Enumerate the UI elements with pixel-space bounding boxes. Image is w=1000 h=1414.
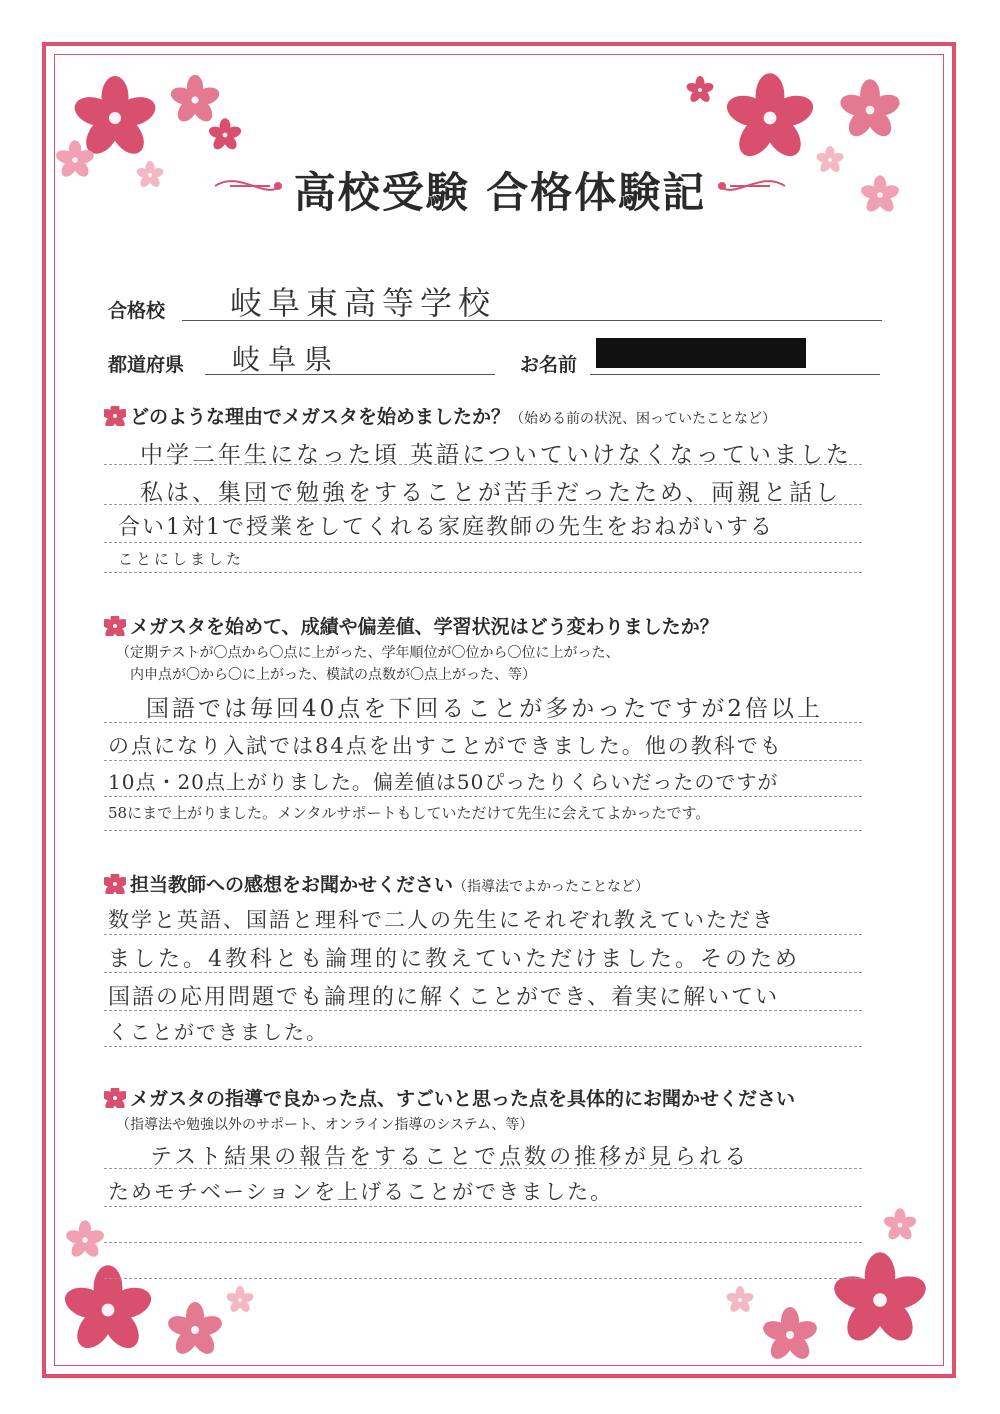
answer-4-line-1: テスト結果の報告をすることで点数の推移が見られる (150, 1145, 750, 1170)
answer-line (104, 542, 862, 543)
answer-line (104, 1278, 862, 1279)
answer-1-line-1: 中学二年生になった頃 英語についていけなくなっていました (140, 442, 852, 468)
sakura-bullet-icon (104, 1088, 126, 1108)
cherry-blossom-icon (725, 1286, 754, 1314)
cherry-blossom-icon (169, 75, 222, 125)
question-3-heading (104, 870, 649, 897)
answer-1-line-3: 合い1対1で授業をしてくれる家庭教師の先生をおねがいする (118, 515, 774, 540)
answer-line (104, 1010, 862, 1011)
question-3-text: 担当教師への感想をお聞かせください (130, 874, 454, 896)
name-redaction (596, 338, 806, 368)
name-label: お名前 (520, 354, 578, 376)
answer-line (104, 722, 862, 723)
answer-3-line-3: 国語の応用問題でも論理的に解くことができ、着実に解いてい (108, 985, 780, 1010)
question-1-heading (104, 402, 776, 429)
question-1-text: どのような理由でメガスタを始めましたか？ (130, 406, 511, 428)
cherry-blossom-icon (882, 1208, 917, 1242)
answer-line (104, 796, 862, 797)
answer-line (104, 1046, 862, 1047)
answer-line (104, 1242, 862, 1243)
cherry-blossom-icon (761, 1307, 820, 1363)
answer-3-line-4: くことができました。 (108, 1020, 328, 1044)
answer-line (104, 934, 862, 935)
prefecture-line (205, 374, 495, 375)
question-2-text: メガスタを始めて、成績や偏差値、学習状況はどう変わりましたか？ (130, 616, 719, 638)
question-2-heading (104, 612, 719, 639)
question-3-sub: （指導法でよかったことなど） (453, 879, 650, 895)
cherry-blossom-icon (723, 73, 817, 163)
answer-2-line-3: 10点・20点上がりました。偏差値は50ぴったりくらいだったのですが (108, 770, 779, 794)
prefecture-value: 岐阜県 (232, 343, 341, 376)
question-2-note-2: 内申点が〇から〇に上がった、模試の点数が〇点上がった、等） (130, 667, 536, 683)
sakura-bullet-icon (104, 616, 126, 636)
answer-line (104, 504, 862, 505)
sakura-bullet-icon (104, 406, 126, 426)
answer-line (104, 1206, 862, 1207)
name-line (590, 374, 880, 375)
answer-2-line-2: の点になり入試では84点を出すことができました。他の教科でも (108, 734, 783, 758)
answer-1-line-4: ことにしました (118, 550, 245, 568)
answer-line (104, 572, 862, 573)
prefecture-label: 都道府県 (108, 354, 185, 376)
question-1-sub: （始める前の状況、困っていたことなど） (510, 411, 777, 427)
answer-line (104, 1168, 862, 1169)
answer-3-line-1: 数学と英語、国語と理科で二人の先生にそれぞれ教えていただき (108, 908, 775, 932)
cherry-blossom-icon (685, 76, 714, 104)
school-label: 合格校 (108, 300, 166, 322)
question-4-note-1: （指導法や勉強以外のサポート、オンライン指導のシステム、等） (116, 1117, 534, 1133)
answer-line (104, 464, 862, 465)
cherry-blossom-icon (830, 1252, 930, 1347)
cherry-blossom-icon (71, 76, 159, 160)
answer-1-line-2: 私は、集団で勉強をすることが苦手だったため、両親と話し (140, 480, 842, 506)
answer-line (104, 972, 862, 973)
cherry-blossom-icon (207, 118, 242, 152)
school-line (182, 320, 882, 321)
answer-line (104, 760, 862, 761)
page-title: 高校受験 合格体験記 (293, 168, 707, 217)
question-2-note-1: （定期テストが〇点から〇点に上がった、学年順位が〇位から〇位に上がった、 (116, 645, 620, 661)
school-value: 岐阜東高等学校 (230, 284, 497, 322)
cherry-blossom-icon (64, 1220, 105, 1259)
question-4-heading (104, 1084, 795, 1111)
cherry-blossom-icon (225, 1286, 254, 1314)
sakura-bullet-icon (104, 874, 126, 894)
cherry-blossom-icon (166, 1302, 225, 1358)
answer-line (104, 830, 862, 831)
cherry-blossom-icon (838, 79, 903, 141)
answer-2-line-4: 58にまで上がりました。メンタルサポートもしていただけて先生に会えてよかったです。 (108, 804, 711, 822)
question-4-text: メガスタの指導で良かった点、すごいと思った点を具体的にお聞かせください (130, 1088, 796, 1110)
answer-3-line-2: ました。4教科とも論理的に教えていただけました。そのため (108, 947, 800, 972)
answer-2-line-1: 国語では毎回40点を下回ることが多かったですが2倍以上 (146, 696, 823, 722)
answer-4-line-2: ためモチベーションを上げることができました。 (108, 1180, 614, 1204)
